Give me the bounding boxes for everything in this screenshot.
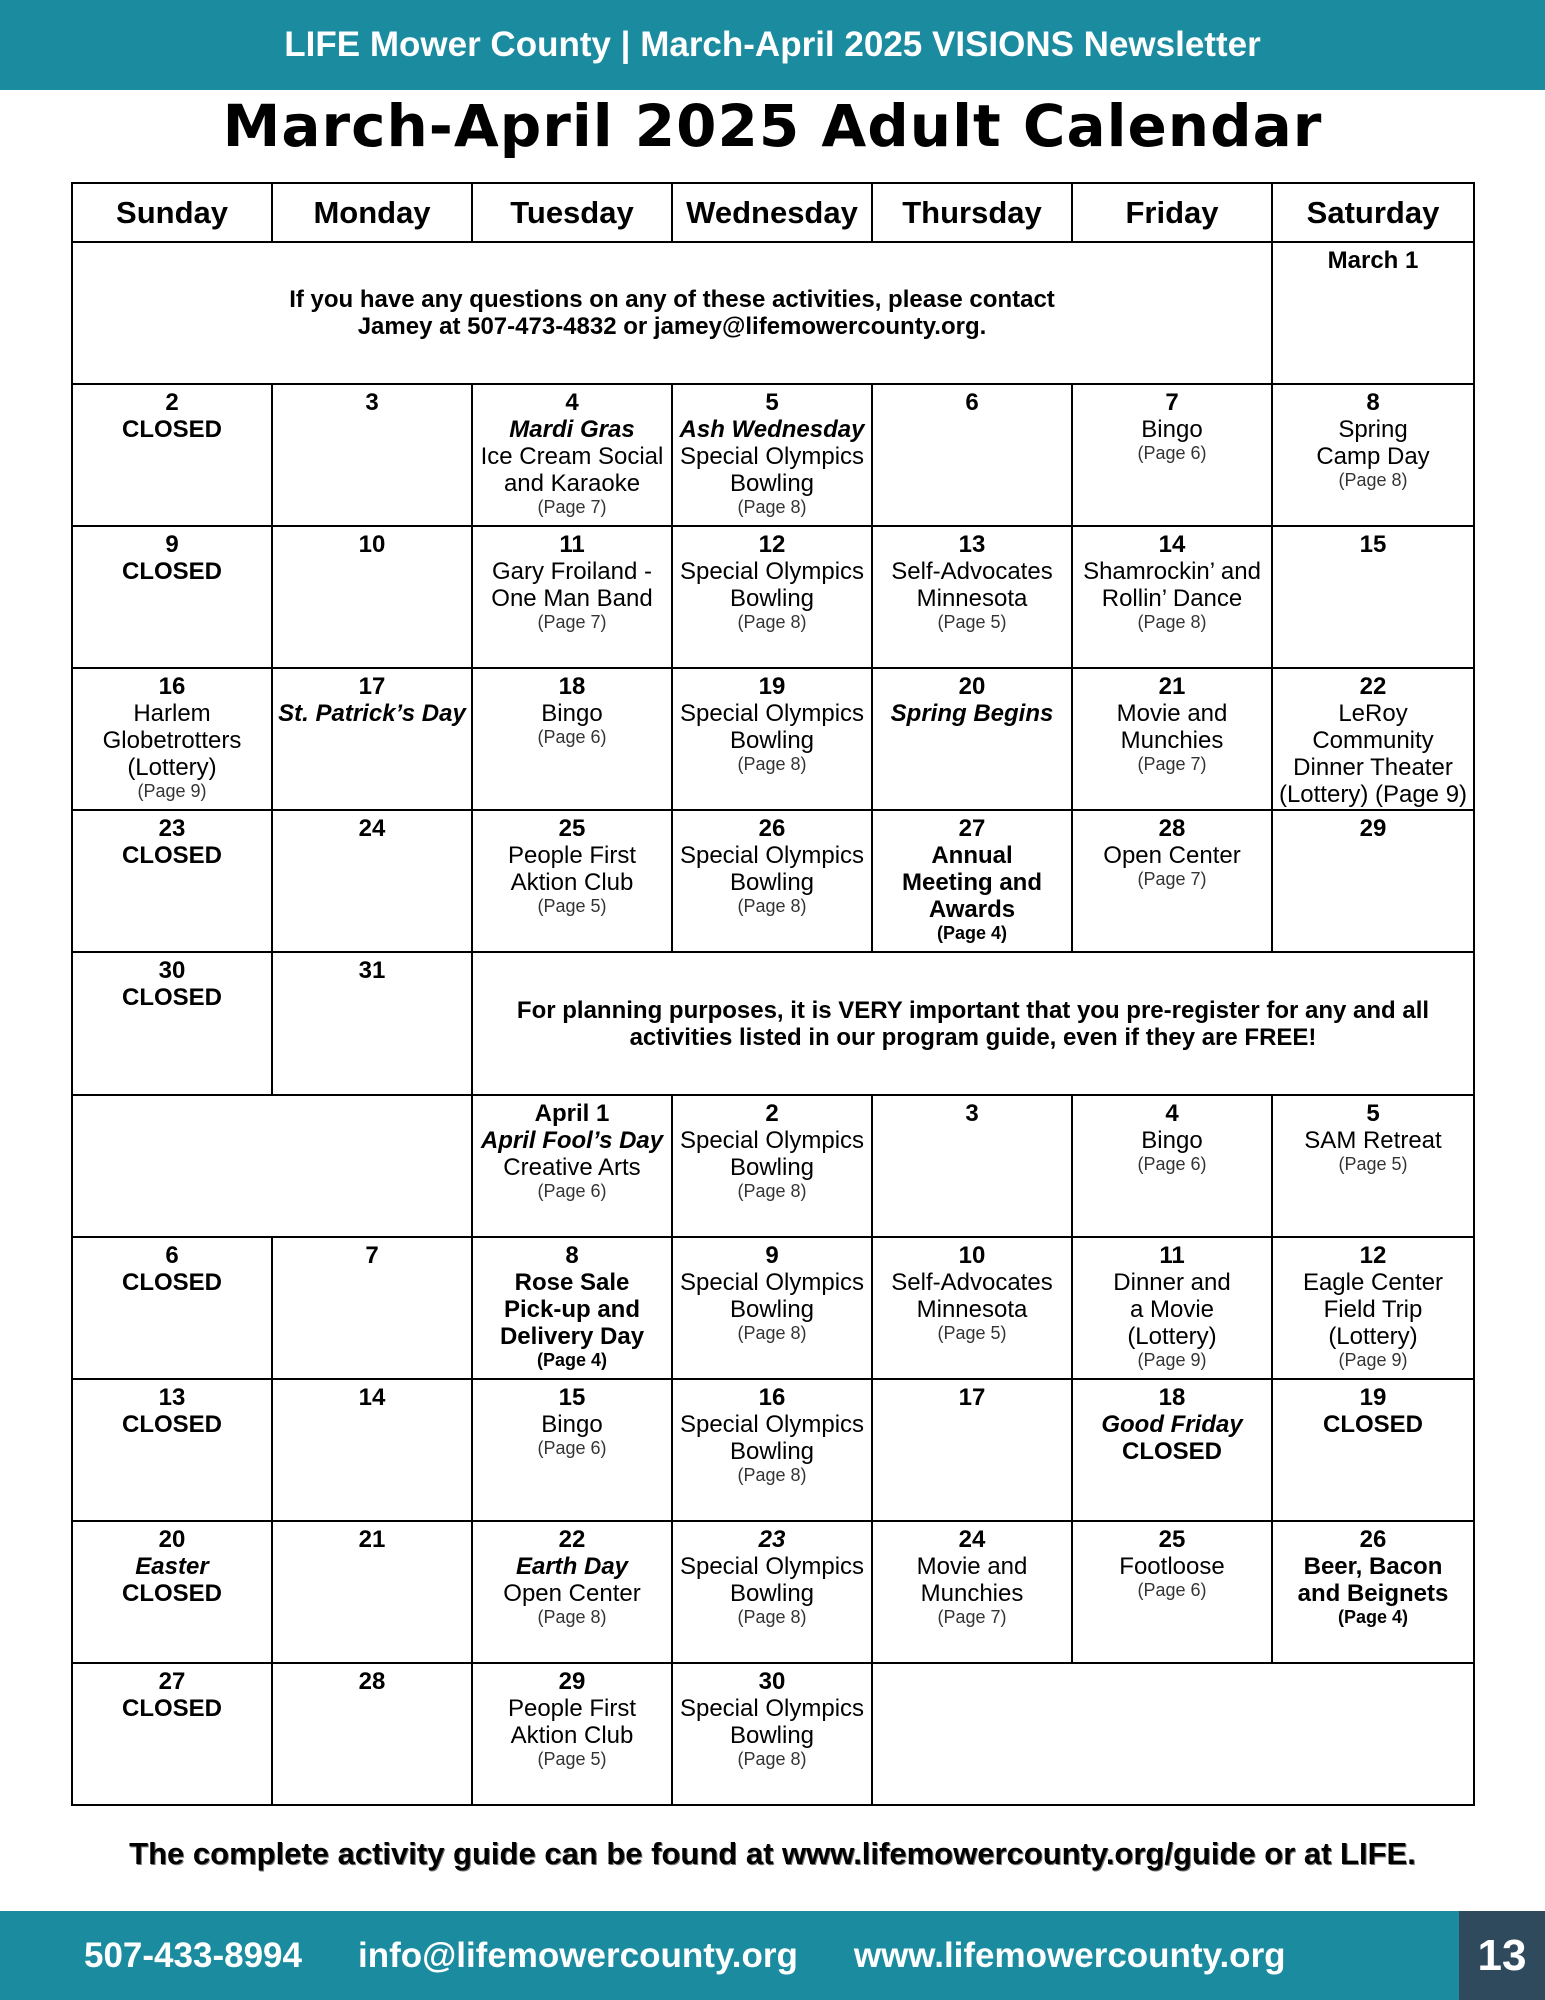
day-number: 15: [1359, 531, 1387, 558]
event-text: Aktion Club: [510, 1722, 634, 1749]
note-line: If you have any questions on any of these activities, please contact: [289, 286, 1055, 313]
closed-label: CLOSED: [121, 1580, 222, 1607]
event-text: Minnesota: [916, 585, 1028, 612]
holiday-label: Mardi Gras: [509, 416, 635, 443]
calendar-day-cell: [671, 1662, 873, 1806]
calendar-day-cell: [671, 809, 873, 953]
event-text: Special Olympics: [679, 1411, 865, 1438]
page-reference: (Page 8): [737, 754, 807, 774]
closed-label: CLOSED: [121, 416, 222, 443]
planning-note: [471, 951, 1475, 1096]
event-text: Field Trip: [1323, 1296, 1423, 1323]
event-text: and Beignets: [1297, 1580, 1449, 1607]
event-text: Annual: [931, 842, 1013, 869]
calendar-day-cell: [71, 1378, 273, 1522]
day-number: 11: [559, 531, 585, 558]
calendar-day-cell: [71, 1662, 273, 1806]
calendar-day-cell: [271, 951, 473, 1096]
holiday-label: Earth Day: [515, 1553, 629, 1580]
event-text: Beer, Bacon: [1303, 1553, 1443, 1580]
page-reference: (Page 8): [1338, 470, 1408, 490]
calendar-day-cell: [671, 383, 873, 527]
page-reference: (Page 7): [537, 497, 607, 517]
footer-phone: 507-433-8994: [84, 1935, 302, 1975]
calendar-day-cell: [1271, 241, 1475, 385]
page-reference: (Page 9): [1137, 1350, 1207, 1370]
day-number: 18: [558, 673, 586, 700]
page-reference: (Page 8): [1137, 612, 1207, 632]
day-number: 30: [158, 957, 186, 984]
event-text: Open Center: [503, 1580, 641, 1607]
calendar-day-cell: [271, 667, 473, 811]
event-text: Dinner and: [1113, 1269, 1231, 1296]
day-number: 11: [1159, 1242, 1185, 1269]
event-text: (Lottery): [1328, 1323, 1418, 1350]
day-number: 30: [758, 1668, 786, 1695]
calendar-day-cell: [271, 1520, 473, 1664]
page-reference: (Page 8): [737, 896, 807, 916]
event-text: Dinner Theater: [1293, 754, 1453, 781]
day-number: 14: [1158, 531, 1186, 558]
weekday-label: Friday: [1125, 195, 1219, 230]
calendar-day-cell: [71, 1520, 273, 1664]
event-text: Harlem: [133, 700, 211, 727]
calendar-day-cell: [271, 383, 473, 527]
calendar-day-cell: [1271, 525, 1475, 669]
calendar-day-cell: [871, 809, 1073, 953]
day-number: 18: [1158, 1384, 1186, 1411]
event-text: Meeting and: [901, 869, 1042, 896]
day-number: 26: [1359, 1526, 1387, 1553]
page-title: March-April 2025 Adult Calendar: [222, 92, 1323, 160]
event-text: Movie and: [1116, 700, 1228, 727]
page-reference: (Page 5): [937, 1323, 1007, 1343]
event-text: Pick-up and: [503, 1296, 641, 1323]
calendar-day-cell: [271, 1662, 473, 1806]
contact-note: [71, 241, 1273, 385]
calendar-day-cell: [71, 1236, 273, 1380]
calendar-day-cell: [671, 1378, 873, 1522]
day-number: 3: [365, 389, 379, 416]
event-text: Special Olympics: [679, 558, 865, 585]
day-number: 26: [758, 815, 786, 842]
day-number: 8: [1366, 389, 1380, 416]
page-reference: (Page 8): [737, 1607, 807, 1627]
day-number: 4: [565, 389, 579, 416]
calendar-day-cell: [71, 809, 273, 953]
calendar-day-cell: [871, 1520, 1073, 1664]
event-text: (Lottery): [127, 754, 217, 781]
event-text: Aktion Club: [510, 869, 634, 896]
calendar-day-cell: [1271, 1094, 1475, 1238]
event-text: (Lottery): [1127, 1323, 1217, 1350]
event-text: Bingo: [541, 700, 603, 727]
day-number: 4: [1165, 1100, 1179, 1127]
day-number: 12: [758, 531, 786, 558]
weekday-header: [1271, 182, 1475, 243]
page-reference: (Page 8): [537, 1607, 607, 1627]
day-number: 3: [965, 1100, 979, 1127]
day-number: 31: [358, 957, 386, 984]
event-text: Special Olympics: [679, 700, 865, 727]
page-reference: (Page 6): [537, 727, 607, 747]
calendar-day-cell: [871, 383, 1073, 527]
calendar-day-cell: [471, 525, 673, 669]
event-text: Awards: [928, 896, 1016, 923]
calendar-day-cell: [1071, 1520, 1273, 1664]
day-number: 23: [158, 815, 186, 842]
event-text: People First: [507, 1695, 637, 1722]
calendar-day-cell: [271, 525, 473, 669]
calendar-day-cell: [71, 525, 273, 669]
weekday-label: Wednesday: [686, 195, 858, 230]
event-text: Self-Advocates: [891, 558, 1053, 585]
calendar-day-cell: [1271, 809, 1475, 953]
day-number: March 1: [1327, 247, 1419, 274]
calendar-day-cell: [471, 1662, 673, 1806]
closed-label: CLOSED: [121, 842, 222, 869]
event-text: Munchies: [920, 1580, 1024, 1607]
closed-label: CLOSED: [121, 558, 222, 585]
page-reference: (Page 8): [737, 1749, 807, 1769]
event-text: SAM Retreat: [1304, 1127, 1442, 1154]
event-text: Creative Arts: [503, 1154, 641, 1181]
weekday-header: [71, 182, 273, 243]
calendar-day-cell: [271, 809, 473, 953]
calendar-day-cell: [471, 1236, 673, 1380]
day-number: 6: [965, 389, 979, 416]
day-number: 28: [358, 1668, 386, 1695]
event-text: Bowling: [729, 727, 815, 754]
day-number: 9: [765, 1242, 779, 1269]
event-text: Bingo: [1141, 416, 1203, 443]
event-text: Special Olympics: [679, 443, 865, 470]
day-number: 24: [958, 1526, 986, 1553]
event-text: Bowling: [729, 1296, 815, 1323]
day-number: 8: [565, 1242, 579, 1269]
event-text: Minnesota: [916, 1296, 1028, 1323]
event-text: Community: [1312, 727, 1434, 754]
day-number: 5: [765, 389, 779, 416]
calendar-day-cell: [871, 1094, 1073, 1238]
event-text: Special Olympics: [679, 1695, 865, 1722]
calendar-day-cell: [1071, 383, 1273, 527]
calendar-day-cell: [1271, 1378, 1475, 1522]
calendar-day-cell: [1071, 1378, 1273, 1522]
day-number: 19: [758, 673, 786, 700]
event-text: Bowling: [729, 1438, 815, 1465]
day-number: 21: [358, 1526, 386, 1553]
event-text: Movie and: [916, 1553, 1028, 1580]
closed-label: CLOSED: [1121, 1438, 1222, 1465]
day-number: 28: [1158, 815, 1186, 842]
calendar-day-cell: [271, 1236, 473, 1380]
weekday-header: [871, 182, 1073, 243]
event-text: Open Center: [1103, 842, 1241, 869]
page-reference: (Page 8): [737, 612, 807, 632]
event-text: (Lottery) (Page 9): [1278, 781, 1468, 808]
page-number: 13: [1459, 1911, 1545, 2000]
calendar-day-cell: [1271, 1520, 1475, 1664]
calendar-day-cell: [271, 1378, 473, 1522]
event-text: Eagle Center: [1302, 1269, 1444, 1296]
calendar-day-cell: [1271, 667, 1475, 811]
day-number: 16: [158, 673, 186, 700]
page-reference: (Page 6): [537, 1181, 607, 1201]
event-text: Special Olympics: [679, 1553, 865, 1580]
calendar-day-cell: [871, 1378, 1073, 1522]
day-number: 27: [158, 1668, 186, 1695]
day-number: 20: [158, 1526, 186, 1553]
calendar-day-cell: [671, 525, 873, 669]
calendar-day-cell: [1271, 383, 1475, 527]
page-reference: (Page 6): [537, 1438, 607, 1458]
holiday-label: Ash Wednesday: [679, 416, 865, 443]
calendar-day-cell: [671, 1236, 873, 1380]
closed-label: CLOSED: [121, 1411, 222, 1438]
event-text: Globetrotters: [102, 727, 242, 754]
event-text: Shamrockin’ and: [1083, 558, 1261, 585]
page-reference: (Page 4): [536, 1350, 608, 1370]
day-number: 22: [558, 1526, 586, 1553]
event-text: Delivery Day: [499, 1323, 645, 1350]
weekday-label: Saturday: [1306, 195, 1440, 230]
page-reference: (Page 9): [137, 781, 207, 801]
holiday-label: Good Friday: [1101, 1411, 1243, 1438]
page-reference: (Page 8): [737, 497, 807, 517]
event-text: Special Olympics: [679, 1127, 865, 1154]
day-number: 16: [758, 1384, 786, 1411]
day-number: 6: [165, 1242, 179, 1269]
day-number: 29: [558, 1668, 586, 1695]
holiday-label: Easter: [135, 1553, 209, 1580]
weekday-header: [1071, 182, 1273, 243]
event-text: and Karaoke: [503, 470, 641, 497]
page-reference: (Page 6): [1137, 1580, 1207, 1600]
event-text: Camp Day: [1316, 443, 1430, 470]
day-number: 29: [1359, 815, 1387, 842]
event-text: Bingo: [541, 1411, 603, 1438]
day-number: 19: [1359, 1384, 1387, 1411]
banner-text: LIFE Mower County | March-April 2025 VISIONS Newsletter: [284, 25, 1261, 64]
day-number: 10: [958, 1242, 986, 1269]
calendar-day-cell: [471, 383, 673, 527]
footer-bar: [0, 1911, 1545, 2000]
event-text: Rose Sale: [514, 1269, 630, 1296]
page-reference: (Page 4): [1337, 1607, 1409, 1627]
event-text: Bowling: [729, 869, 815, 896]
event-text: LeRoy: [1338, 700, 1408, 727]
weekday-label: Thursday: [902, 195, 1042, 230]
day-number: April 1: [534, 1100, 610, 1127]
event-text: Ice Cream Social: [480, 443, 664, 470]
day-number: 17: [958, 1384, 986, 1411]
holiday-label: April Fool’s Day: [480, 1127, 664, 1154]
calendar-day-cell: [671, 1520, 873, 1664]
page-reference: (Page 8): [737, 1465, 807, 1485]
calendar-day-cell: [671, 667, 873, 811]
day-number: 12: [1359, 1242, 1387, 1269]
day-number: 5: [1366, 1100, 1380, 1127]
calendar-day-cell: [471, 809, 673, 953]
note-line: activities listed in our program guide, even if they are FREE!: [629, 1023, 1317, 1051]
empty-cell: [871, 1662, 1475, 1806]
calendar-day-cell: [71, 951, 273, 1096]
guide-note: The complete activity guide can be found at www.lifemowercounty.org/guide or at LIFE.: [129, 1836, 1416, 1871]
empty-cell: [71, 1094, 473, 1238]
calendar-day-cell: [1071, 1094, 1273, 1238]
page-reference: (Page 5): [537, 1749, 607, 1769]
footer-email[interactable]: info@lifemowercounty.org: [357, 1935, 798, 1975]
event-text: Munchies: [1120, 727, 1224, 754]
day-number: 21: [1158, 673, 1186, 700]
note-line: For planning purposes, it is VERY important that you pre-register for any and all: [516, 996, 1430, 1024]
day-number: 22: [1359, 673, 1387, 700]
calendar-day-cell: [1071, 1236, 1273, 1380]
holiday-label: St. Patrick’s Day: [278, 700, 466, 727]
event-text: People First: [507, 842, 637, 869]
page-reference: (Page 7): [937, 1607, 1007, 1627]
event-text: Bowling: [729, 470, 815, 497]
page-reference: (Page 5): [937, 612, 1007, 632]
day-number: 9: [165, 531, 179, 558]
calendar-day-cell: [471, 1520, 673, 1664]
weekday-label: Tuesday: [510, 195, 634, 230]
day-number: 2: [765, 1100, 779, 1127]
calendar-day-cell: [71, 383, 273, 527]
footer-website[interactable]: www.lifemowercounty.org: [853, 1935, 1286, 1975]
weekday-header: [271, 182, 473, 243]
event-text: Footloose: [1119, 1553, 1225, 1580]
calendar-day-cell: [71, 667, 273, 811]
day-number: 25: [1158, 1526, 1186, 1553]
event-text: Gary Froiland -: [491, 558, 653, 585]
weekday-header: [471, 182, 673, 243]
calendar-day-cell: [1071, 809, 1273, 953]
page-reference: (Page 6): [1137, 443, 1207, 463]
page-reference: (Page 8): [737, 1323, 807, 1343]
page-reference: (Page 7): [1137, 869, 1207, 889]
day-number: 13: [958, 531, 986, 558]
day-number: 7: [365, 1242, 379, 1269]
note-line: Jamey at 507-473-4832 or jamey@lifemowercounty.org.: [357, 313, 987, 340]
calendar-day-cell: [871, 667, 1073, 811]
page-reference: (Page 9): [1338, 1350, 1408, 1370]
event-text: Bowling: [729, 1722, 815, 1749]
page-reference: (Page 7): [1137, 754, 1207, 774]
day-number: 27: [958, 815, 986, 842]
event-text: Special Olympics: [679, 842, 865, 869]
closed-label: CLOSED: [1322, 1411, 1423, 1438]
page-reference: (Page 6): [1137, 1154, 1207, 1174]
event-text: Rollin’ Dance: [1101, 585, 1243, 612]
calendar-day-cell: [871, 525, 1073, 669]
calendar-day-cell: [671, 1094, 873, 1238]
event-text: Spring: [1338, 416, 1408, 443]
day-number: 23: [758, 1526, 786, 1553]
day-number: 24: [358, 815, 386, 842]
calendar-day-cell: [1071, 525, 1273, 669]
day-number: 2: [165, 389, 179, 416]
closed-label: CLOSED: [121, 1269, 222, 1296]
closed-label: CLOSED: [121, 984, 222, 1011]
calendar-grid: [72, 183, 1474, 1805]
event-text: Bowling: [729, 1580, 815, 1607]
day-number: 20: [958, 673, 986, 700]
page-reference: (Page 7): [537, 612, 607, 632]
event-text: Bowling: [729, 585, 815, 612]
closed-label: CLOSED: [121, 1695, 222, 1722]
day-number: 25: [558, 815, 586, 842]
page-reference: (Page 8): [737, 1181, 807, 1201]
event-text: Bingo: [1141, 1127, 1203, 1154]
calendar-day-cell: [471, 1378, 673, 1522]
day-number: 14: [358, 1384, 386, 1411]
event-text: One Man Band: [491, 585, 653, 612]
event-text: Special Olympics: [679, 1269, 865, 1296]
day-number: 10: [358, 531, 386, 558]
page-reference: (Page 5): [1338, 1154, 1408, 1174]
calendar-day-cell: [1271, 1236, 1475, 1380]
calendar-day-cell: [471, 1094, 673, 1238]
newsletter-banner: [0, 0, 1545, 90]
page-reference: (Page 4): [936, 923, 1008, 943]
day-number: 13: [158, 1384, 186, 1411]
page-reference: (Page 5): [537, 896, 607, 916]
event-text: Self-Advocates: [891, 1269, 1053, 1296]
day-number: 15: [558, 1384, 586, 1411]
calendar-day-cell: [1071, 667, 1273, 811]
event-text: a Movie: [1129, 1296, 1215, 1323]
weekday-label: Sunday: [116, 195, 228, 230]
weekday-label: Monday: [313, 195, 431, 230]
event-text: Bowling: [729, 1154, 815, 1181]
calendar-day-cell: [471, 667, 673, 811]
day-number: 7: [1165, 389, 1179, 416]
holiday-label: Spring Begins: [890, 700, 1054, 727]
weekday-header: [671, 182, 873, 243]
day-number: 17: [358, 673, 386, 700]
calendar-day-cell: [871, 1236, 1073, 1380]
